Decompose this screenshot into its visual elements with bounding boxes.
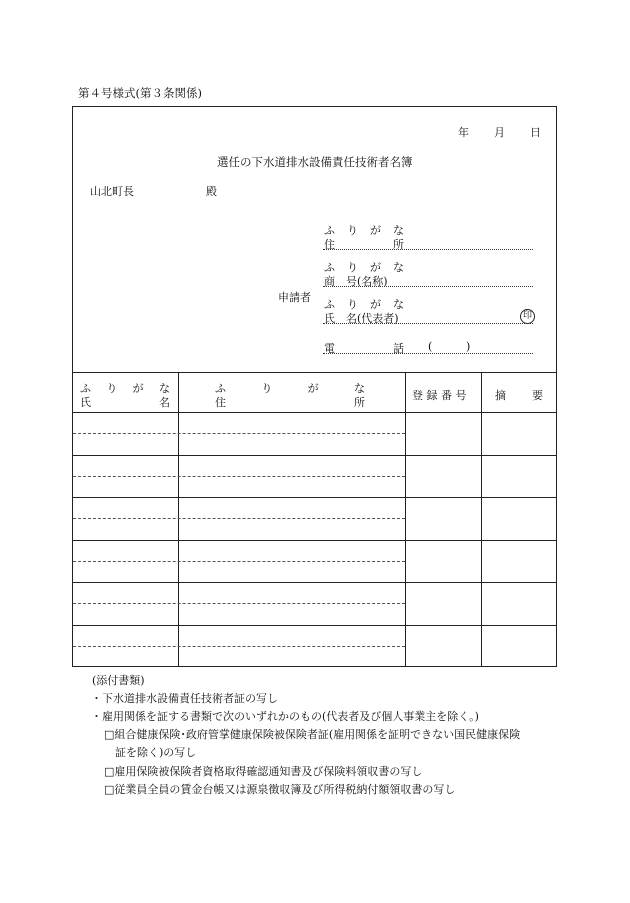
attachment-subitem-2: □雇用保険被保険者資格取得確認通知書及び保険料領収書の写し bbox=[104, 765, 423, 778]
table-cell-remarks[interactable] bbox=[482, 582, 556, 625]
phone-paren-open: ( bbox=[428, 340, 433, 353]
addressee-honorific: 殿 bbox=[206, 185, 217, 198]
table-cell-name[interactable] bbox=[73, 625, 178, 668]
representative-name-field[interactable] bbox=[323, 323, 533, 324]
attachments-heading: (添付書類) bbox=[92, 674, 145, 687]
trade-name-furigana-label: ふ り が な bbox=[324, 261, 404, 274]
representative-furigana-label: ふ り が な bbox=[324, 298, 404, 311]
table-cell-name[interactable] bbox=[73, 455, 178, 498]
table-cell-remarks[interactable] bbox=[482, 625, 556, 668]
trade-name-label: 商 号(名称) bbox=[324, 275, 388, 288]
attachment-item-1: ・下水道排水設備責任技術者証の写し bbox=[91, 692, 278, 705]
header-address: 住 所 bbox=[215, 396, 365, 409]
table-cell-remarks[interactable] bbox=[482, 497, 556, 540]
date-year-label: 年 bbox=[458, 126, 469, 139]
representative-name-label: 氏 名(代表者) bbox=[324, 312, 399, 325]
table-top-line bbox=[72, 372, 557, 373]
document-title: 選任の下水道排水設備責任技術者名簿 bbox=[217, 155, 413, 169]
address-furigana-label: ふ り が な bbox=[324, 224, 404, 237]
table-cell-address[interactable] bbox=[179, 582, 405, 625]
form-number: 第４号様式(第３条関係) bbox=[78, 86, 202, 100]
table-cell-name[interactable] bbox=[73, 582, 178, 625]
phone-paren-close: ) bbox=[466, 340, 471, 353]
attachment-subitem-3: □従業員全員の賃金台帳又は源泉徴収簿及び所得税納付額領収書の写し bbox=[104, 783, 456, 796]
phone-label: 電 話 bbox=[324, 342, 404, 355]
attachment-subitem-1: □組合健康保険･政府管掌健康保険被保険者証(雇用関係を証明できない国民健康保険 bbox=[104, 728, 521, 741]
phone-field[interactable] bbox=[323, 353, 533, 354]
table-cell-remarks[interactable] bbox=[482, 455, 556, 498]
table-cell-registration-number[interactable] bbox=[406, 582, 481, 625]
header-address-furigana: ふ り が な bbox=[215, 382, 365, 395]
table-cell-address[interactable] bbox=[179, 625, 405, 668]
table-cell-registration-number[interactable] bbox=[406, 625, 481, 668]
table-cell-address[interactable] bbox=[179, 455, 405, 498]
table-cell-remarks[interactable] bbox=[482, 412, 556, 455]
table-cell-registration-number[interactable] bbox=[406, 412, 481, 455]
header-registration-number: 登 録 番 号 bbox=[412, 389, 467, 402]
table-cell-address[interactable] bbox=[179, 497, 405, 540]
address-field[interactable] bbox=[323, 249, 533, 250]
header-name: 氏 名 bbox=[80, 396, 170, 409]
table-cell-name[interactable] bbox=[73, 540, 178, 583]
trade-name-field[interactable] bbox=[323, 286, 533, 287]
table-cell-address[interactable] bbox=[179, 540, 405, 583]
address-label: 住 所 bbox=[324, 238, 404, 251]
attachment-subitem-1-cont: 証を除く)の写し bbox=[115, 746, 197, 759]
table-cell-name[interactable] bbox=[73, 412, 178, 455]
table-cell-name[interactable] bbox=[73, 497, 178, 540]
applicant-label: 申請者 bbox=[278, 291, 311, 304]
attachment-item-2: ・雇用関係を証する書類で次のいずれかのもの(代表者及び個人事業主を除く。) bbox=[91, 710, 479, 723]
addressee-name: 山北町長 bbox=[90, 185, 134, 198]
header-remarks: 摘 要 bbox=[495, 389, 543, 402]
seal-mark: 印 bbox=[520, 309, 535, 324]
table-cell-registration-number[interactable] bbox=[406, 540, 481, 583]
date-day-label: 日 bbox=[530, 126, 541, 139]
header-name-furigana: ふ り が な bbox=[80, 382, 170, 395]
table-cell-address[interactable] bbox=[179, 412, 405, 455]
table-cell-remarks[interactable] bbox=[482, 540, 556, 583]
table-cell-registration-number[interactable] bbox=[406, 497, 481, 540]
date-month-label: 月 bbox=[494, 126, 505, 139]
table-cell-registration-number[interactable] bbox=[406, 455, 481, 498]
